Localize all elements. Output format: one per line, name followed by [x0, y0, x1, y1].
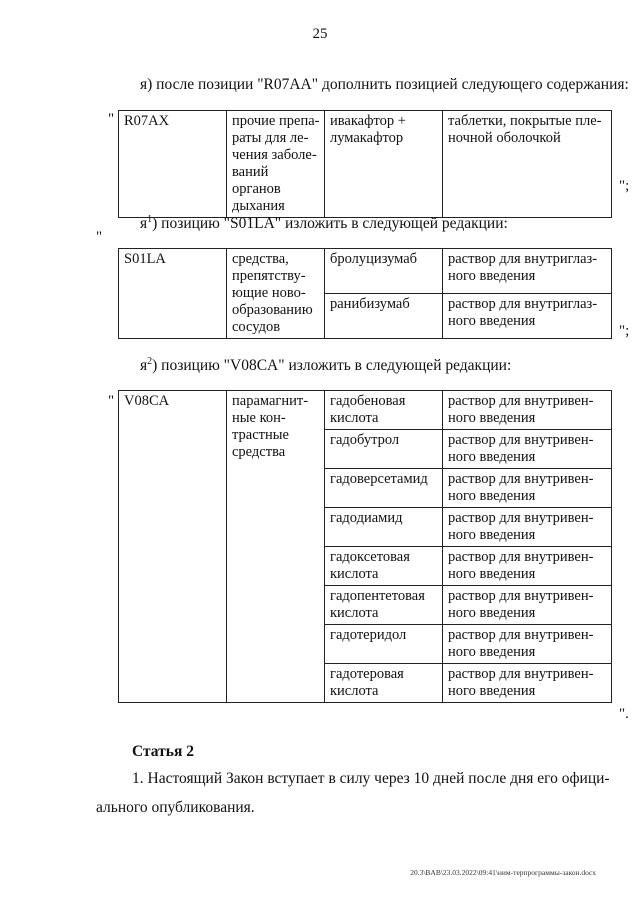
atc-code-cell: R07AX: [119, 111, 227, 218]
drug-table: [118, 110, 612, 218]
open-quote: ": [108, 111, 115, 127]
open-quote: ": [96, 229, 103, 245]
drug-table: [118, 248, 612, 339]
dosage-form-cell: раствор для внутривен- ного введения: [443, 547, 612, 586]
dosage-form-cell: раствор для внутриглаз- ного введения: [443, 249, 612, 294]
dosage-form-cell: раствор для внутривен- ного введения: [443, 586, 612, 625]
amendment-intro: $я^2$) позицию "V08CA" изложить в следующей редакции:: [140, 356, 512, 375]
dosage-form-cell: раствор для внутривен- ного введения: [443, 508, 612, 547]
drug-name-cell: гадотеровая кислота: [325, 664, 443, 703]
dosage-form-cell: раствор для внутривен- ного введения: [443, 625, 612, 664]
dosage-form-cell: раствор для внутриглаз- ного введения: [443, 294, 612, 339]
drug-name-cell: гадоксетовая кислота: [325, 547, 443, 586]
dosage-form-cell: раствор для внутривен- ного введения: [443, 664, 612, 703]
close-quote: ".: [619, 706, 629, 722]
file-path-footer: 20.3\BAB\23.03.2022\09:41\ним-терпрограммы-закон.docx: [410, 868, 596, 877]
drug-name-cell: ивакафтор + лумакафтор: [325, 111, 443, 218]
amendment-intro: я) после позиции "R07AA" дополнить позицией следующего содержания:: [140, 76, 629, 93]
group-cell: парамагнит- ные кон- трастные средства: [227, 391, 325, 703]
page-number: 25: [312, 26, 328, 42]
drug-name-cell: гадопентетовая кислота: [325, 586, 443, 625]
dosage-form-cell: раствор для внутривен- ного введения: [443, 391, 612, 430]
article-body: [96, 764, 608, 822]
dosage-form-cell: таблетки, покрытые пле- ночной оболочкой: [443, 111, 612, 218]
open-quote: ": [108, 393, 115, 409]
drug-name-cell: бролуцизумаб: [325, 249, 443, 294]
drug-name-cell: гадобеновая кислота: [325, 391, 443, 430]
group-cell: средства, препятству- ющие ново- образованию сосудов: [227, 249, 325, 339]
table-row: [119, 111, 612, 218]
close-quote: ";: [619, 323, 630, 339]
article-line: ального опубликования.: [96, 799, 255, 816]
dosage-form-cell: раствор для внутривен- ного введения: [443, 469, 612, 508]
atc-code-cell: V08CA: [119, 391, 227, 703]
atc-code-cell: S01LA: [119, 249, 227, 339]
table-row: [119, 249, 612, 294]
group-cell: прочие препа- раты для ле- чения заболе- ваний органов дыхания: [227, 111, 325, 218]
drug-name-cell: гадотеридол: [325, 625, 443, 664]
article-line: 1. Настоящий Закон вступает в силу через 10 дней после дня его офици-: [132, 770, 610, 787]
table-row: [119, 391, 612, 430]
amendment-intro: $я^1$) позицию "S01LA" изложить в следующей редакции:: [140, 214, 508, 233]
article-heading: Статья 2: [132, 743, 194, 760]
close-quote: ";: [619, 178, 630, 194]
drug-name-cell: ранибизумаб: [325, 294, 443, 339]
dosage-form-cell: раствор для внутривен- ного введения: [443, 430, 612, 469]
drug-table: [118, 390, 612, 703]
drug-name-cell: гадоверсетамид: [325, 469, 443, 508]
drug-name-cell: гадобутрол: [325, 430, 443, 469]
drug-name-cell: гадодиамид: [325, 508, 443, 547]
